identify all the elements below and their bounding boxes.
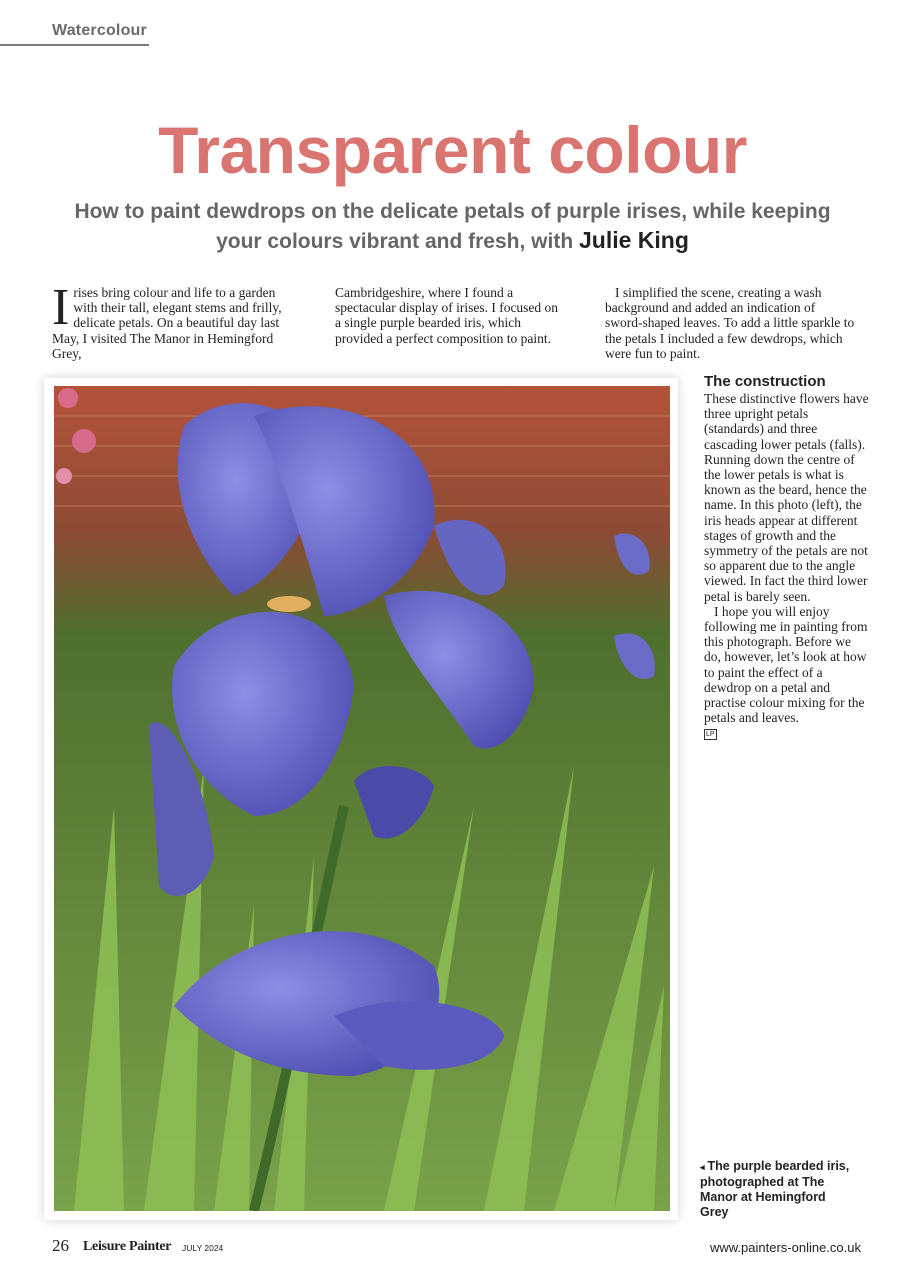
end-mark: LP (706, 731, 715, 739)
standfirst-text: How to paint dewdrops on the delicate petals of purple irises, while keeping your colours vibrant and fresh, with (74, 200, 831, 253)
iris-illustration (54, 386, 670, 1211)
drop-cap: I (52, 279, 70, 336)
author-name: Julie King (579, 227, 689, 253)
standfirst (70, 198, 835, 256)
website-url[interactable]: www.painters-online.co.uk (709, 1240, 861, 1255)
sidebar-paragraph-1: These distinctive flowers have three upright petals (standards) and three cascading lower petals (falls). Running down the centre of the lower petals is what is known as the beard, hence the name. In this photo (left), the iris heads appear at different stages of growth and the symmetry of the petals are not so apparent due to the angle viewed. In fact the third lower petal is barely seen. (704, 391, 869, 604)
body-column-3 (605, 285, 855, 361)
section-tag: Watercolour (52, 22, 147, 39)
body-text-1: rises bring colour and life to a garden with their tall, elegant stems and frilly, delicate petals. On a beautiful day last May, I visited The Manor in Hemingford Grey, (52, 285, 282, 361)
photo-caption (700, 1159, 850, 1220)
page-number: 26 (52, 1236, 69, 1255)
body-text-3: I simplified the scene, creating a wash background and added an indication of sword-shaped leaves. To add a little sparkle to the petals I included a few dewdrops, which were fun to paint. (605, 285, 855, 361)
sidebar-heading: The construction (704, 373, 826, 390)
iris-photo (54, 386, 670, 1211)
section-rule (0, 44, 149, 46)
sidebar-paragraph-2: I hope you will enjoy following me in painting from this photograph. Before we do, however, let’s look at how to paint the effect of a dewdrop on a petal and practise colour mixing for the petals and leaves. (704, 603, 868, 726)
article-title: Transparent colour (158, 113, 747, 187)
sidebar-text (704, 391, 869, 741)
caption-text: The purple bearded iris, photographed at The Manor at Hemingford Grey (700, 1159, 850, 1219)
magazine-name: Leisure Painter (83, 1239, 172, 1254)
caption-arrow-icon: ◂ (700, 1162, 705, 1172)
body-column-1 (52, 279, 282, 361)
issue-date: JULY 2024 (182, 1243, 224, 1253)
body-column-2 (335, 285, 565, 346)
body-text-2: Cambridgeshire, where I found a spectacular display of irises. I focused on a single purple bearded iris, which provided a perfect composition to paint. (335, 285, 559, 346)
